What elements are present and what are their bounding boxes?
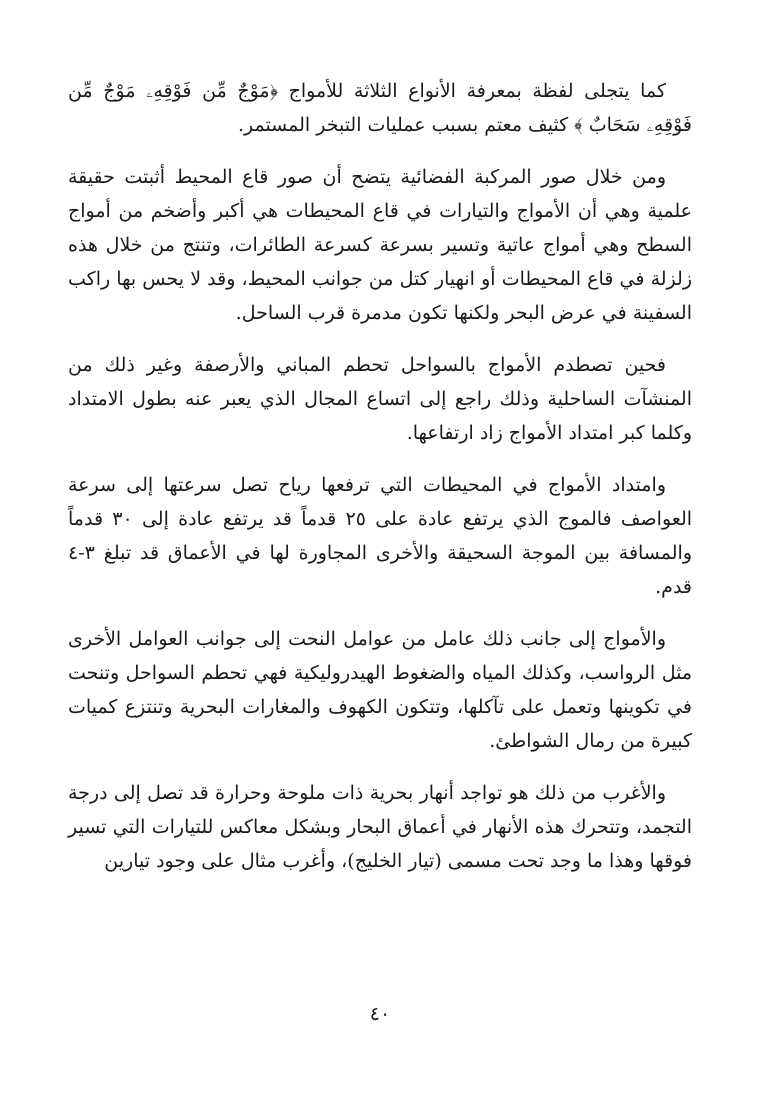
paragraph-6: والأغرب من ذلك هو تواجد أنهار بحرية ذات ملوحة وحرارة قد تصل إلى درجة التجمد، وتتحرك هذه الأنهار في أعماق البحار وبشكل معاكس للتيارات التي تسير فوقها وهذا ما وجد تحت مسمى (تيار الخليج)، وأغرب مثال على وجود تيارين [68, 782, 692, 872]
paragraph-3: فحين تصطدم الأمواج بالسواحل تحطم المباني والأرصفة وغير ذلك من المنشآت الساحلية وذلك راجع إلى اتساع المجال الذي يعبر عنه بطول الامتداد وكلما كبر امتداد الأمواج زاد ارتفاعها. [68, 354, 692, 444]
paragraph-5: والأمواج إلى جانب ذلك عامل من عوامل النحت إلى جوانب العوامل الأخرى مثل الرواسب، وكذلك المياه والضغوط الهيدروليكية فهي تحطم السواحل وتنحت في تكوينها وتعمل على تآكلها، وتتكون الكهوف والمغارات البحرية وتنتزع كميات كبيرة من رمال الشواطئ. [68, 628, 692, 752]
body-text [68, 74, 692, 896]
page-number: ٤٠ [369, 1003, 391, 1025]
paragraph-4: وامتداد الأمواج في المحيطات التي ترفعها رياح تصل سرعتها إلى سرعة العواصف فالموج الذي يرتفع عادة على ٢٥ قدماً قد يرتفع عادة إلى ٣٠ قدماً والمسافة بين الموجة السحيقة والأخرى المجاورة لها في الأعماق قد تبلغ ٣-٤ قدم. [68, 474, 693, 598]
paragraph-1: كما يتجلى لفظة بمعرفة الأنواع الثلاثة للأمواج ﴿مَوْجٌ مِّن فَوْقِهِۦ مَوْجٌ مِّن فَوْقِهِۦ سَحَابٌ ﴾ كثيف معتم بسبب عمليات التبخر المستمر. [68, 80, 692, 136]
paragraph-2: ومن خلال صور المركبة الفضائية يتضح أن صور قاع المحيط أثبتت حقيقة علمية وهي أن الأمواج والتيارات في قاع المحيطات هي أكبر وأضخم من أمواج السطح وهي أمواج عاتية وتسير بسرعة كسرعة الطائرات، وتنتج من خلال هذه زلزلة في قاع المحيطات أو انهيار كتل من جوانب المحيط، وقد لا يحس بها راكب السفينة في عرض البحر ولكنها تكون مدمرة قرب الساحل. [68, 166, 692, 324]
